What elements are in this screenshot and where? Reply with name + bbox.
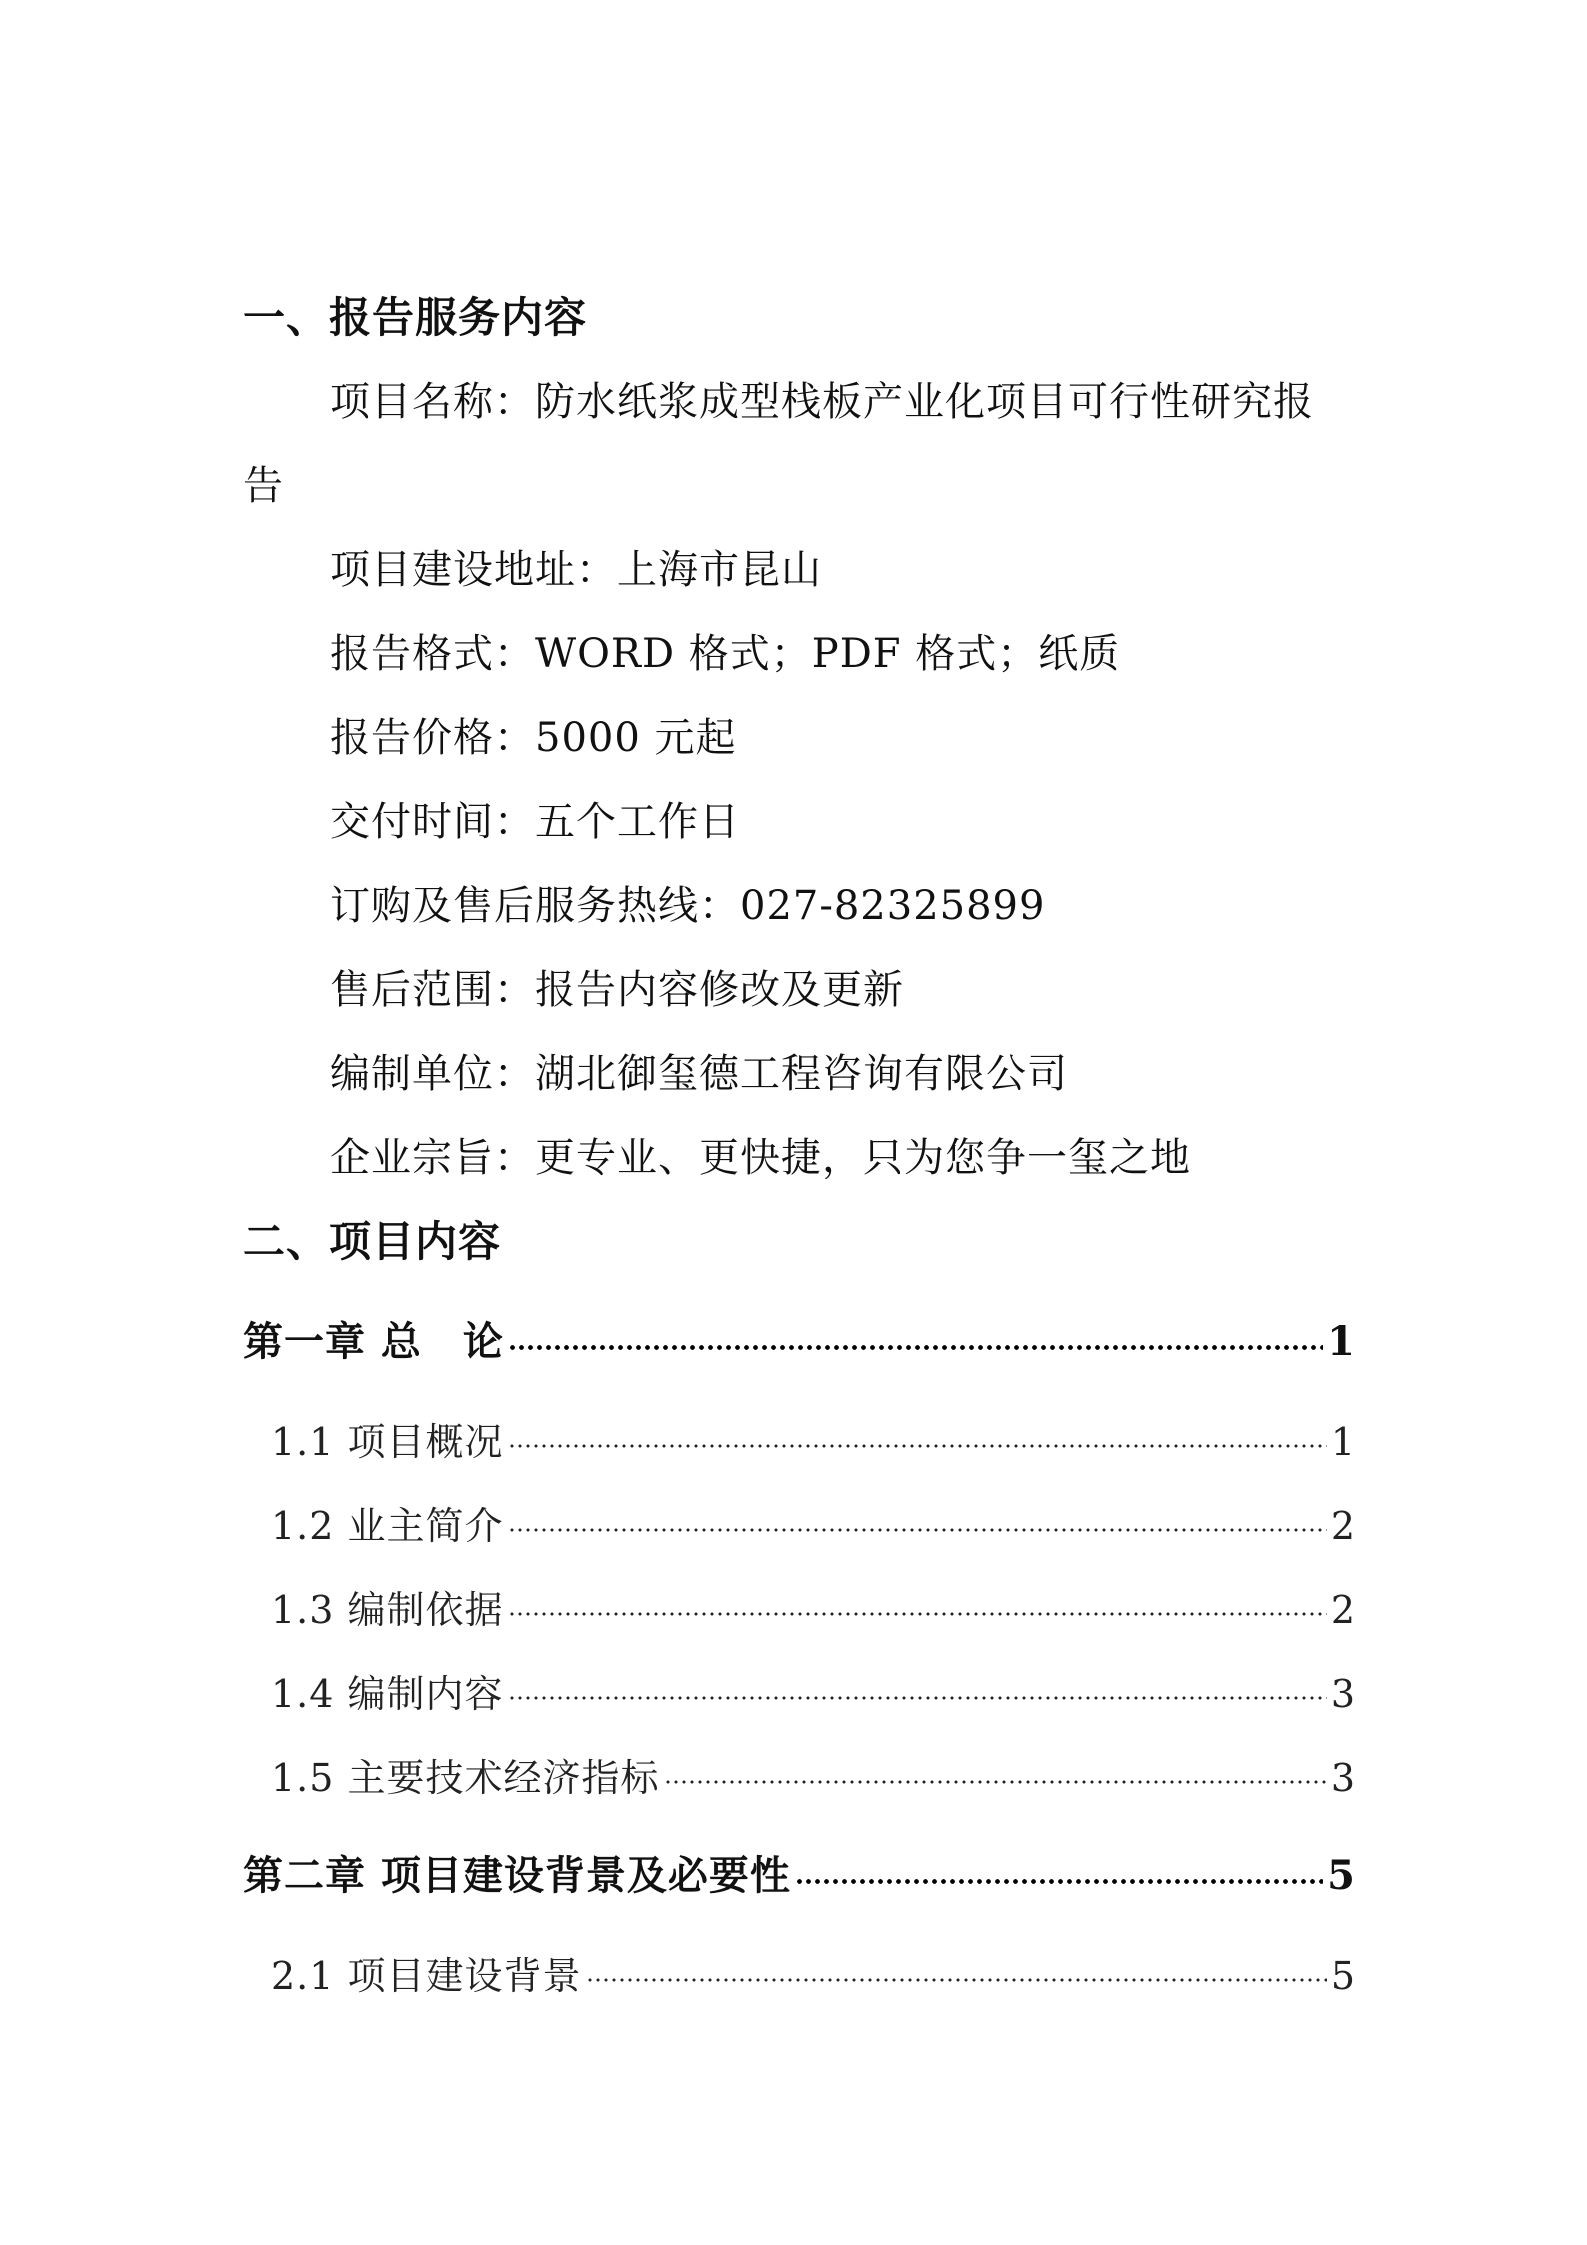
toc-leader-dots (508, 1695, 1327, 1701)
service-hotline: 订购及售后服务热线：027-82325899 (330, 883, 1046, 929)
toc-entry-chapter-2[interactable] (243, 1852, 1355, 1900)
compiler-unit: 编制单位：湖北御玺德工程咨询有限公司 (330, 1051, 1068, 1097)
toc-label: 第二章 项目建设背景及必要性 (243, 1852, 791, 1899)
toc-page-number: 2 (1330, 1588, 1355, 1632)
after-sales-scope: 售后范围：报告内容修改及更新 (330, 967, 904, 1013)
toc-page-number: 5 (1327, 1852, 1355, 1899)
toc-leader-dots (508, 1443, 1327, 1449)
toc-page-number: 3 (1330, 1672, 1355, 1716)
toc-page-number: 3 (1330, 1756, 1355, 1800)
toc-leader-dots (795, 1878, 1323, 1885)
toc-entry-1-2[interactable] (271, 1502, 1355, 1550)
toc-entry-1-4[interactable] (271, 1670, 1355, 1718)
section-heading-service: 一、报告服务内容 (243, 293, 588, 342)
toc-entry-2-1[interactable] (271, 1952, 1355, 2000)
toc-label: 1.3 编制依据 (271, 1588, 504, 1632)
project-address: 项目建设地址：上海市昆山 (330, 547, 822, 593)
toc-entry-1-1[interactable] (271, 1418, 1355, 1466)
toc-label: 1.2 业主简介 (271, 1504, 504, 1548)
toc-page-number: 1 (1330, 1420, 1355, 1464)
toc-label: 1.4 编制内容 (271, 1672, 504, 1716)
section-heading-content: 二、项目内容 (243, 1217, 502, 1266)
toc-leader-dots (664, 1779, 1327, 1785)
toc-label: 1.1 项目概况 (271, 1420, 504, 1464)
report-format: 报告格式：WORD 格式；PDF 格式；纸质 (330, 631, 1121, 677)
report-price: 报告价格：5000 元起 (330, 715, 737, 761)
toc-label: 第一章 总 论 (243, 1318, 504, 1365)
toc-page-number: 1 (1327, 1318, 1355, 1365)
toc-entry-1-3[interactable] (271, 1586, 1355, 1634)
toc-label: 1.5 主要技术经济指标 (271, 1756, 660, 1800)
toc-leader-dots (508, 1527, 1327, 1533)
toc-leader-dots (508, 1344, 1323, 1351)
toc-leader-dots (586, 1977, 1327, 1983)
toc-label: 2.1 项目建设背景 (271, 1954, 582, 1998)
toc-leader-dots (508, 1611, 1327, 1617)
project-name-line1: 项目名称：防水纸浆成型栈板产业化项目可行性研究报 (330, 379, 1314, 425)
delivery-time: 交付时间：五个工作日 (330, 799, 740, 845)
toc-page-number: 5 (1330, 1954, 1355, 1998)
company-motto: 企业宗旨：更专业、更快捷，只为您争一玺之地 (330, 1135, 1191, 1181)
toc-entry-chapter-1[interactable] (243, 1318, 1355, 1366)
toc-entry-1-5[interactable] (271, 1754, 1355, 1802)
project-name-line2: 告 (243, 463, 284, 509)
toc-page-number: 2 (1330, 1504, 1355, 1548)
